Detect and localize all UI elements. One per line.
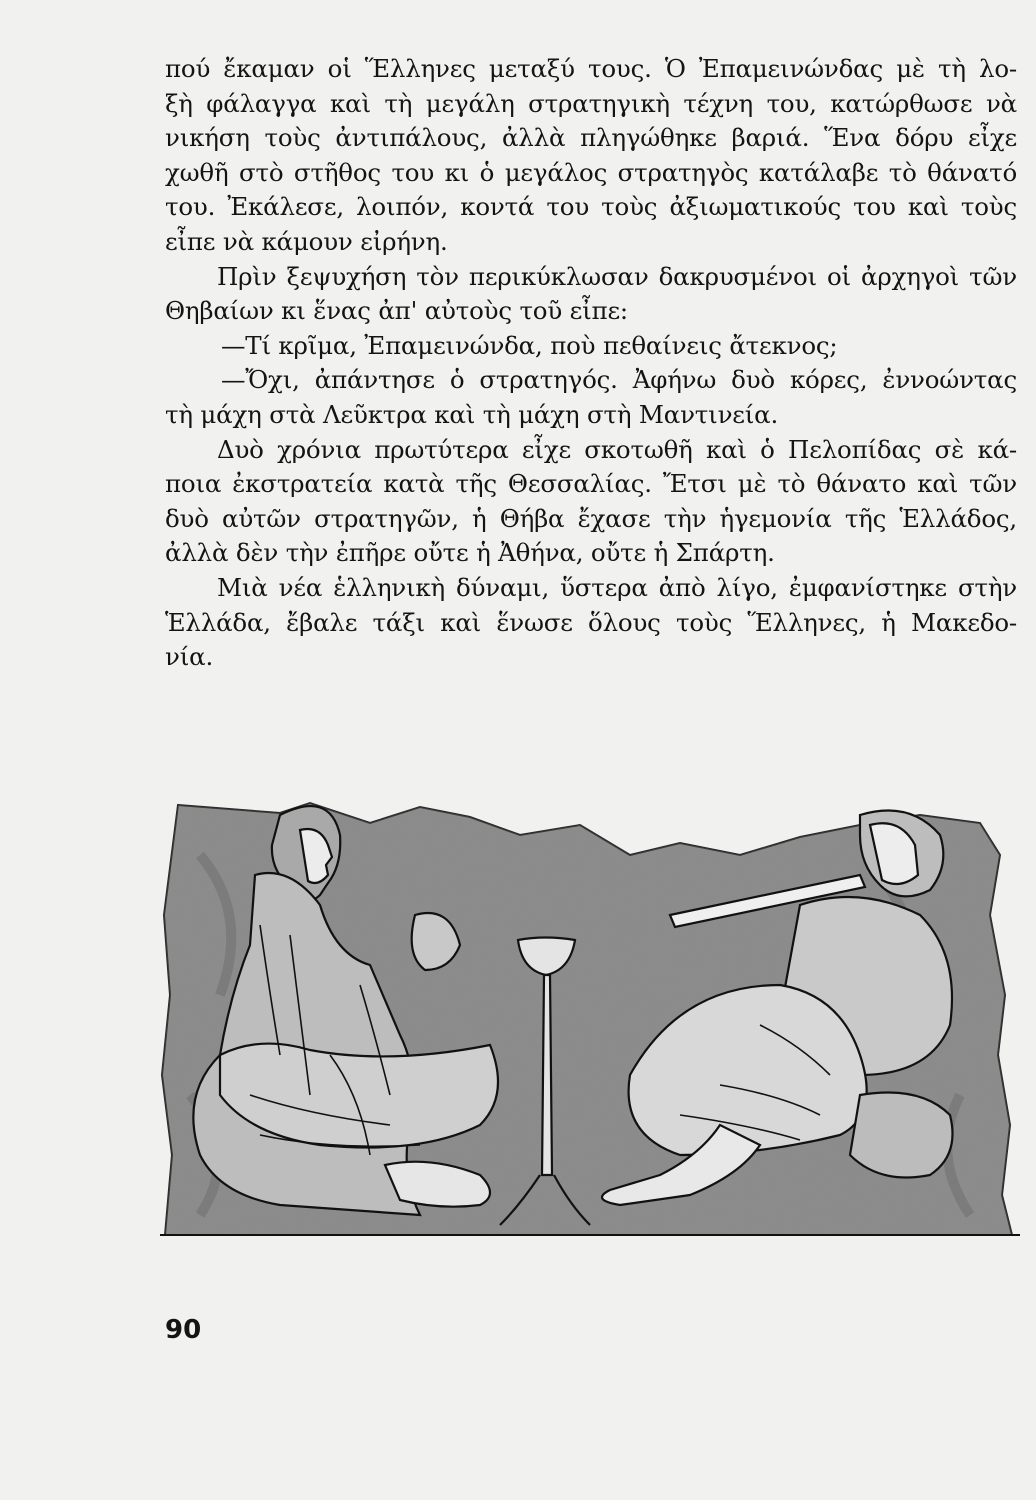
text-line: νικήση τοὺς ἀντιπάλους, ἀλλὰ πληγώθηκε βαριά. Ἕνα δόρυ εἶχε: [165, 123, 1017, 153]
dialogue-line: —Ὄχι, ἀπάντησε ὁ στρατηγός. Ἀφήνω δυὸ κόρες, ἐννοώντας: [221, 365, 1017, 395]
text-line: του. Ἐκάλεσε, λοιπόν, κοντά του τοὺς ἀξιωματικούς του καὶ τοὺς: [165, 192, 1017, 222]
ancient-relief-illustration: [160, 795, 1020, 1250]
text-line: Θηβαίων κι ἕνας ἀπ' αὐτοὺς τοῦ εἶπε:: [165, 296, 628, 326]
dialogue-line: —Τί κρῖμα, Ἐπαμεινώνδα, ποὺ πεθαίνεις ἄτεκνος;: [221, 330, 838, 360]
page-number: 90: [165, 1315, 202, 1345]
text-line: Πρὶν ξεψυχήση τὸν περικύκλωσαν δακρυσμένοι οἱ ἀρχηγοὶ τῶν: [217, 261, 1017, 291]
text-line: ξὴ φάλαγγα καὶ τὴ μεγάλη στρατηγικὴ τέχνη του, κατώρθωσε νὰ: [165, 88, 1017, 118]
text-line: ποια ἐκστρατεία κατὰ τῆς Θεσσαλίας. Ἔτσι μὲ τὸ θάνατο καὶ τῶν: [165, 469, 1017, 499]
body-text: [165, 52, 1017, 675]
text-line: Δυὸ χρόνια πρωτύτερα εἶχε σκοτωθῆ καὶ ὁ Πελοπίδας σὲ κά-: [217, 434, 1017, 464]
text-line: τὴ μάχη στὰ Λεῦκτρα καὶ τὴ μάχη στὴ Μαντινεία.: [165, 399, 779, 429]
text-line: δυὸ αὐτῶν στρατηγῶν, ἡ Θήβα ἔχασε τὴν ἡγεμονία τῆς Ἑλλάδος,: [165, 503, 1017, 533]
text-line: Μιὰ νέα ἑλληνικὴ δύναμι, ὕστερα ἀπὸ λίγο, ἐμφανίστηκε στὴν: [217, 572, 1017, 602]
text-line: Ἑλλάδα, ἔβαλε τάξι καὶ ἕνωσε ὅλους τοὺς Ἕλληνες, ἡ Μακεδο-: [165, 607, 1017, 637]
text-line: πού ἔκαμαν οἱ Ἕλληνες μεταξύ τους. Ὁ Ἐπαμεινώνδας μὲ τὴ λο-: [165, 54, 1017, 83]
text-line: εἶπε νὰ κάμουν εἰρήνη.: [165, 226, 448, 256]
text-line: ἀλλὰ δὲν τὴν ἐπῆρε οὔτε ἡ Ἀθήνα, οὔτε ἡ Σπάρτη.: [165, 538, 775, 568]
text-line: χωθῆ στὸ στῆθος του κι ὁ μεγάλος στρατηγὸς κατάλαβε τὸ θάνατό: [165, 157, 1017, 187]
text-line: νία.: [165, 642, 214, 672]
